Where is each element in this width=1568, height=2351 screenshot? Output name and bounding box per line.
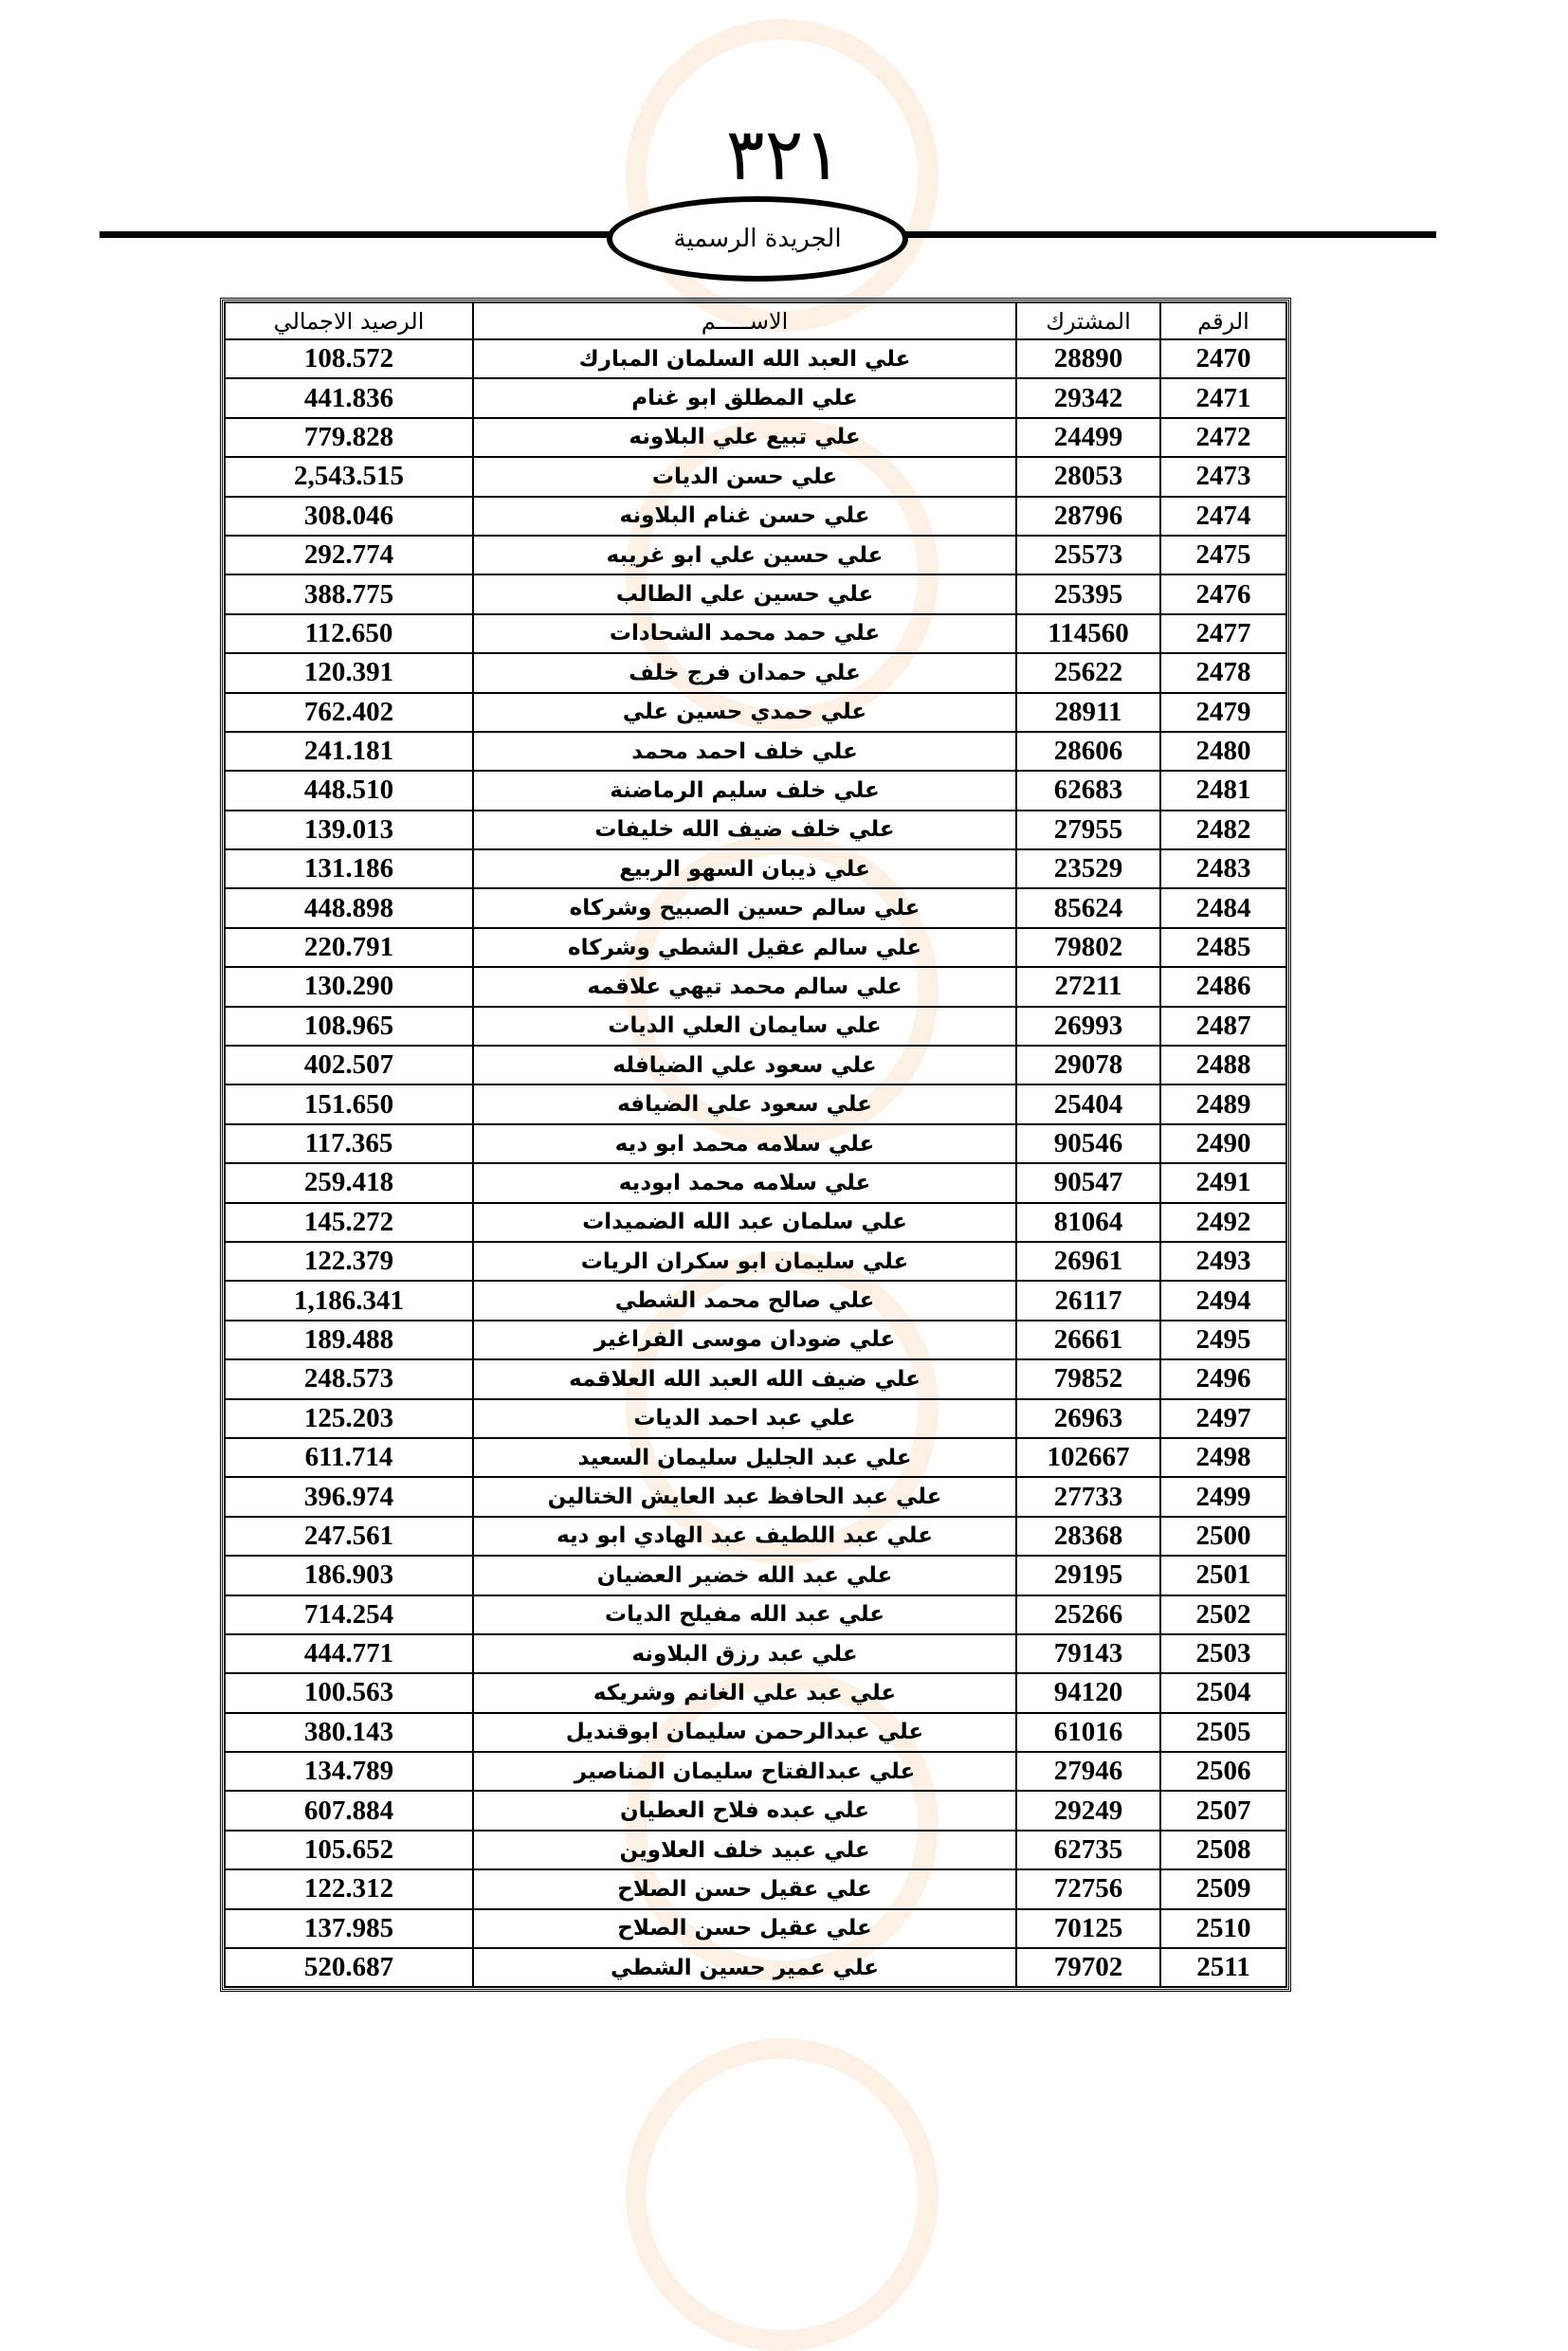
table-row: [225, 732, 1286, 771]
table-row: [225, 1007, 1286, 1046]
name-cell: علي حسين علي ابو غريبه: [473, 536, 1016, 574]
name-cell: علي حمد محمد الشحادات: [473, 614, 1016, 653]
row-number-cell: 2470: [1160, 339, 1286, 378]
subscriber-number-cell: 25622: [1016, 653, 1160, 692]
watermark-clock: [626, 2038, 939, 2351]
row-number-cell: 2490: [1160, 1124, 1286, 1163]
balance-cell: 607.884: [225, 1791, 473, 1830]
row-number-cell: 2499: [1160, 1477, 1286, 1516]
table-row: [225, 1869, 1286, 1908]
balance-cell: 108.965: [225, 1007, 473, 1046]
balance-cell: 388.775: [225, 574, 473, 613]
name-cell: علي حمدي حسين علي: [473, 693, 1016, 732]
name-cell: علي سلامه محمد ابوديه: [473, 1163, 1016, 1202]
row-number-cell: 2474: [1160, 497, 1286, 536]
subscriber-number-cell: 62735: [1016, 1831, 1160, 1869]
table-row: [225, 1713, 1286, 1752]
subscriber-number-cell: 79143: [1016, 1634, 1160, 1673]
balance-cell: 220.791: [225, 928, 473, 967]
row-number-cell: 2492: [1160, 1203, 1286, 1242]
balance-cell: 189.488: [225, 1321, 473, 1359]
table-row: [225, 1281, 1286, 1320]
subscriber-number-cell: 85624: [1016, 888, 1160, 927]
name-cell: علي عبد الجليل سليمان السعيد: [473, 1438, 1016, 1477]
table-row: [225, 1084, 1286, 1123]
row-number-cell: 2478: [1160, 653, 1286, 692]
row-number-cell: 2486: [1160, 967, 1286, 1006]
row-number-cell: 2501: [1160, 1556, 1286, 1595]
table-row: [225, 1203, 1286, 1242]
column-header-number: الرقم: [1160, 302, 1286, 339]
table-body: [225, 339, 1286, 1987]
row-number-cell: 2497: [1160, 1399, 1286, 1438]
subscriber-number-cell: 29342: [1016, 378, 1160, 417]
balance-cell: 131.186: [225, 849, 473, 888]
table-row: [225, 1831, 1286, 1869]
name-cell: علي سعود علي الضيافه: [473, 1084, 1016, 1123]
row-number-cell: 2498: [1160, 1438, 1286, 1477]
subscriber-number-cell: 70125: [1016, 1909, 1160, 1948]
subscriber-number-cell: 29249: [1016, 1791, 1160, 1830]
balance-cell: 247.561: [225, 1517, 473, 1556]
row-number-cell: 2502: [1160, 1595, 1286, 1634]
name-cell: علي سعود علي الضيافله: [473, 1046, 1016, 1084]
table-row: [225, 1359, 1286, 1398]
table-row: [225, 497, 1286, 536]
subscriber-number-cell: 25395: [1016, 574, 1160, 613]
subscriber-number-cell: 79702: [1016, 1948, 1160, 1987]
table-row: [225, 1438, 1286, 1477]
balance-cell: 520.687: [225, 1948, 473, 1987]
subscriber-number-cell: 79852: [1016, 1359, 1160, 1398]
name-cell: علي صالح محمد الشطي: [473, 1281, 1016, 1320]
table-row: [225, 849, 1286, 888]
balance-cell: 134.789: [225, 1752, 473, 1791]
table-row: [225, 811, 1286, 849]
balance-cell: 441.836: [225, 378, 473, 417]
table-row: [225, 339, 1286, 378]
table-row: [225, 928, 1286, 967]
subscriber-number-cell: 28890: [1016, 339, 1160, 378]
subscriber-number-cell: 61016: [1016, 1713, 1160, 1752]
subscriber-number-cell: 28053: [1016, 457, 1160, 496]
table-row: [225, 1321, 1286, 1359]
balance-cell: 248.573: [225, 1359, 473, 1398]
name-cell: علي حمدان فرج خلف: [473, 653, 1016, 692]
balance-cell: 139.013: [225, 811, 473, 849]
row-number-cell: 2477: [1160, 614, 1286, 653]
table-row: [225, 967, 1286, 1006]
row-number-cell: 2485: [1160, 928, 1286, 967]
balance-cell: 402.507: [225, 1046, 473, 1084]
table-row: [225, 1399, 1286, 1438]
name-cell: علي سلامه محمد ابو ديه: [473, 1124, 1016, 1163]
row-number-cell: 2496: [1160, 1359, 1286, 1398]
balance-cell: 396.974: [225, 1477, 473, 1516]
row-number-cell: 2471: [1160, 378, 1286, 417]
table-row: [225, 418, 1286, 457]
row-number-cell: 2484: [1160, 888, 1286, 927]
balance-cell: 1,186.341: [225, 1281, 473, 1320]
column-header-subscriber: المشترك: [1016, 302, 1160, 339]
subscriber-number-cell: 90546: [1016, 1124, 1160, 1163]
name-cell: علي ضيف الله العبد الله العلاقمه: [473, 1359, 1016, 1398]
name-cell: علي عبد الله خضير العضيان: [473, 1556, 1016, 1595]
subscriber-number-cell: 29195: [1016, 1556, 1160, 1595]
table-row: [225, 574, 1286, 613]
row-number-cell: 2508: [1160, 1831, 1286, 1869]
name-cell: علي حسن غنام البلاونه: [473, 497, 1016, 536]
table-row: [225, 1634, 1286, 1673]
balance-cell: 125.203: [225, 1399, 473, 1438]
name-cell: علي المطلق ابو غنام: [473, 378, 1016, 417]
balance-cell: 122.312: [225, 1869, 473, 1908]
row-number-cell: 2509: [1160, 1869, 1286, 1908]
subscriber-number-cell: 26661: [1016, 1321, 1160, 1359]
name-cell: علي خلف احمد محمد: [473, 732, 1016, 771]
table-row: [225, 653, 1286, 692]
subscriber-number-cell: 25573: [1016, 536, 1160, 574]
row-number-cell: 2511: [1160, 1948, 1286, 1987]
name-cell: علي ذيبان السهو الربيع: [473, 849, 1016, 888]
table-row: [225, 1595, 1286, 1634]
balance-cell: 308.046: [225, 497, 473, 536]
table-row: [225, 457, 1286, 496]
balance-cell: 105.652: [225, 1831, 473, 1869]
subscriber-number-cell: 27946: [1016, 1752, 1160, 1791]
table-row: [225, 1477, 1286, 1516]
name-cell: علي عبد الحافظ عبد العايش الختالين: [473, 1477, 1016, 1516]
subscriber-number-cell: 27955: [1016, 811, 1160, 849]
balance-cell: 448.510: [225, 771, 473, 810]
subscriber-number-cell: 62683: [1016, 771, 1160, 810]
row-number-cell: 2506: [1160, 1752, 1286, 1791]
row-number-cell: 2476: [1160, 574, 1286, 613]
balance-cell: 259.418: [225, 1163, 473, 1202]
subscriber-number-cell: 28368: [1016, 1517, 1160, 1556]
subscriber-number-cell: 24499: [1016, 418, 1160, 457]
subscriber-number-cell: 94120: [1016, 1673, 1160, 1712]
name-cell: علي سليمان ابو سكران الريات: [473, 1242, 1016, 1281]
row-number-cell: 2479: [1160, 693, 1286, 732]
name-cell: علي خلف سليم الرماضنة: [473, 771, 1016, 810]
balance-cell: 122.379: [225, 1242, 473, 1281]
name-cell: علي سالم حسين الصبيح وشركاه: [473, 888, 1016, 927]
subscriber-number-cell: 28606: [1016, 732, 1160, 771]
subscriber-number-cell: 102667: [1016, 1438, 1160, 1477]
subscriber-number-cell: 27211: [1016, 967, 1160, 1006]
balance-cell: 137.985: [225, 1909, 473, 1948]
balance-cell: 120.391: [225, 653, 473, 692]
row-number-cell: 2487: [1160, 1007, 1286, 1046]
balance-cell: 100.563: [225, 1673, 473, 1712]
balance-cell: 151.650: [225, 1084, 473, 1123]
balance-cell: 444.771: [225, 1634, 473, 1673]
table-row: [225, 1124, 1286, 1163]
table-row: [225, 1556, 1286, 1595]
row-number-cell: 2473: [1160, 457, 1286, 496]
balance-cell: 2,543.515: [225, 457, 473, 496]
subscriber-number-cell: 72756: [1016, 1869, 1160, 1908]
row-number-cell: 2491: [1160, 1163, 1286, 1202]
name-cell: علي عبد رزق البلاونه: [473, 1634, 1016, 1673]
name-cell: علي حسين علي الطالب: [473, 574, 1016, 613]
name-cell: علي عقيل حسن الصلاح: [473, 1869, 1016, 1908]
name-cell: علي عبيد خلف العلاوين: [473, 1831, 1016, 1869]
table-row: [225, 888, 1286, 927]
subscriber-number-cell: 26993: [1016, 1007, 1160, 1046]
balance-cell: 130.290: [225, 967, 473, 1006]
row-number-cell: 2481: [1160, 771, 1286, 810]
header-rule-right: [901, 231, 1436, 238]
table-row: [225, 1517, 1286, 1556]
table-row: [225, 1909, 1286, 1948]
row-number-cell: 2500: [1160, 1517, 1286, 1556]
row-number-cell: 2493: [1160, 1242, 1286, 1281]
name-cell: علي سلمان عبد الله الضميدات: [473, 1203, 1016, 1242]
row-number-cell: 2495: [1160, 1321, 1286, 1359]
name-cell: علي عمير حسين الشطي: [473, 1948, 1016, 1987]
row-number-cell: 2507: [1160, 1791, 1286, 1830]
row-number-cell: 2494: [1160, 1281, 1286, 1320]
table-row: [225, 1673, 1286, 1712]
subscriber-number-cell: 81064: [1016, 1203, 1160, 1242]
name-cell: علي حسن الديات: [473, 457, 1016, 496]
row-number-cell: 2503: [1160, 1634, 1286, 1673]
name-cell: علي سالم محمد تيهي علاقمه: [473, 967, 1016, 1006]
table-header-row: [225, 302, 1286, 339]
name-cell: علي سالم عقيل الشطي وشركاه: [473, 928, 1016, 967]
balance-cell: 186.903: [225, 1556, 473, 1595]
row-number-cell: 2483: [1160, 849, 1286, 888]
column-header-name: الاســـــم: [473, 302, 1016, 339]
row-number-cell: 2480: [1160, 732, 1286, 771]
name-cell: علي عبد الله مفيلح الديات: [473, 1595, 1016, 1634]
subscriber-number-cell: 28911: [1016, 693, 1160, 732]
table-row: [225, 693, 1286, 732]
balance-cell: 611.714: [225, 1438, 473, 1477]
subscriber-number-cell: 28796: [1016, 497, 1160, 536]
balance-cell: 117.365: [225, 1124, 473, 1163]
name-cell: علي خلف ضيف الله خليفات: [473, 811, 1016, 849]
name-cell: علي عبدالرحمن سليمان ابوقنديل: [473, 1713, 1016, 1752]
balance-cell: 448.898: [225, 888, 473, 927]
subscriber-number-cell: 23529: [1016, 849, 1160, 888]
subscriber-number-cell: 27733: [1016, 1477, 1160, 1516]
subscriber-number-cell: 25404: [1016, 1084, 1160, 1123]
column-header-balance: الرصيد الاجمالي: [225, 302, 473, 339]
subscriber-number-cell: 26961: [1016, 1242, 1160, 1281]
publication-title: الجريدة الرسمية: [673, 225, 842, 253]
table-row: [225, 771, 1286, 810]
row-number-cell: 2504: [1160, 1673, 1286, 1712]
table-row: [225, 614, 1286, 653]
row-number-cell: 2489: [1160, 1084, 1286, 1123]
table-row: [225, 1948, 1286, 1987]
balance-cell: 241.181: [225, 732, 473, 771]
row-number-cell: 2482: [1160, 811, 1286, 849]
name-cell: علي العبد الله السلمان المبارك: [473, 339, 1016, 378]
balance-cell: 108.572: [225, 339, 473, 378]
name-cell: علي عبد اللطيف عبد الهادي ابو ديه: [473, 1517, 1016, 1556]
row-number-cell: 2510: [1160, 1909, 1286, 1948]
name-cell: علي عبدالفتاح سليمان المناصير: [473, 1752, 1016, 1791]
subscriber-number-cell: 26117: [1016, 1281, 1160, 1320]
subscriber-number-cell: 90547: [1016, 1163, 1160, 1202]
row-number-cell: 2505: [1160, 1713, 1286, 1752]
table-row: [225, 1242, 1286, 1281]
table-row: [225, 1791, 1286, 1830]
table-row: [225, 1752, 1286, 1791]
subscriber-number-cell: 29078: [1016, 1046, 1160, 1084]
name-cell: علي تبيع علي البلاونه: [473, 418, 1016, 457]
name-cell: علي عقيل حسن الصلاح: [473, 1909, 1016, 1948]
table-row: [225, 378, 1286, 417]
row-number-cell: 2475: [1160, 536, 1286, 574]
table-row: [225, 1046, 1286, 1084]
name-cell: علي عبد علي الغانم وشريكه: [473, 1673, 1016, 1712]
publication-title-badge: [607, 196, 908, 282]
balance-cell: 779.828: [225, 418, 473, 457]
balance-cell: 714.254: [225, 1595, 473, 1634]
balance-cell: 380.143: [225, 1713, 473, 1752]
balance-cell: 145.272: [225, 1203, 473, 1242]
page-number: ٣٢١: [725, 112, 843, 196]
subscriber-number-cell: 25266: [1016, 1595, 1160, 1634]
subscriber-number-cell: 79802: [1016, 928, 1160, 967]
row-number-cell: 2472: [1160, 418, 1286, 457]
name-cell: علي ضودان موسى الفراغير: [473, 1321, 1016, 1359]
name-cell: علي عبده فلاح العطيان: [473, 1791, 1016, 1830]
row-number-cell: 2488: [1160, 1046, 1286, 1084]
table-row: [225, 536, 1286, 574]
balance-cell: 292.774: [225, 536, 473, 574]
header-rule-left: [100, 231, 616, 238]
subscriber-number-cell: 114560: [1016, 614, 1160, 653]
name-cell: علي سايمان العلي الديات: [473, 1007, 1016, 1046]
balance-cell: 112.650: [225, 614, 473, 653]
name-cell: علي عبد احمد الديات: [473, 1399, 1016, 1438]
balance-cell: 762.402: [225, 693, 473, 732]
subscriber-balance-table: [224, 301, 1287, 1988]
table-row: [225, 1163, 1286, 1202]
subscriber-number-cell: 26963: [1016, 1399, 1160, 1438]
